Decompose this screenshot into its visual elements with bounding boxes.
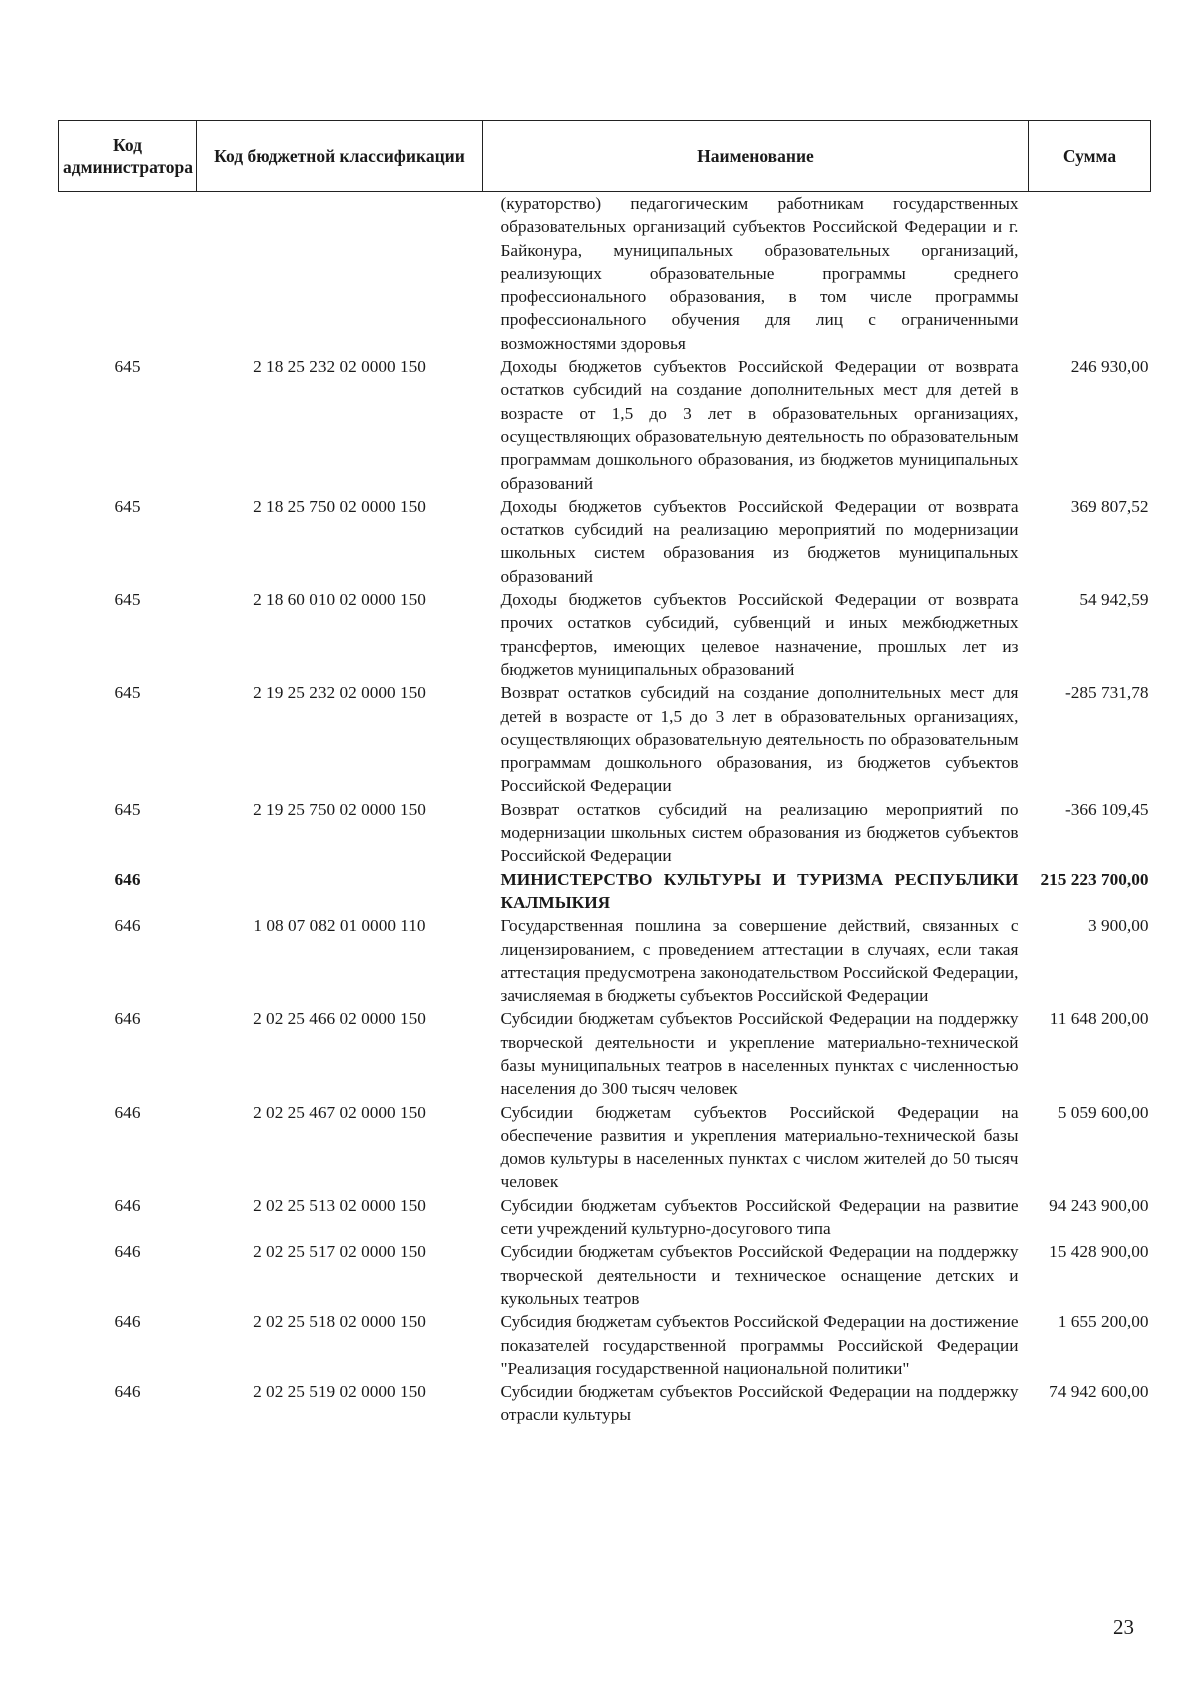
cell-sum: 369 807,52 bbox=[1070, 496, 1149, 516]
cell-name: Субсидии бюджетам субъектов Российской Федерации на развитие сети учреждений культурно-досугового типа bbox=[500, 1195, 1019, 1239]
cell-name: МИНИСТЕРСТВО КУЛЬТУРЫ И ТУРИЗМА РЕСПУБЛИКИ КАЛМЫКИЯ bbox=[500, 869, 1019, 912]
cell-name: Субсидия бюджетам субъектов Российской Федерации на достижение показателей государственной программы Российской Федерации "Реализация государственной национальной политики" bbox=[500, 1312, 1019, 1378]
table-header bbox=[59, 121, 1151, 192]
cell-budget-code: 1 08 07 082 01 0000 110 bbox=[253, 916, 426, 936]
cell-sum: -285 731,78 bbox=[1064, 683, 1149, 703]
cell-admin-code: 646 bbox=[114, 1242, 141, 1262]
cell-name: (кураторство) педагогическим работникам государственных образовательных организаций субъектов Российской Федерации и г. Байконура, муниципальных образовательных организаций, реализующих образовательные программы среднего профессионального образования, в том числе программы профессионального обучения для лиц с ограниченными возможностями здоровья bbox=[500, 194, 1019, 353]
cell-admin-code: 645 bbox=[114, 590, 141, 610]
header-budget-code: Код бюджетной классификации bbox=[197, 121, 483, 192]
cell-sum: -366 109,45 bbox=[1064, 799, 1149, 819]
cell-name: Доходы бюджетов субъектов Российской Федерации от возврата остатков субсидий на создание дополнительных мест для детей в возрасте от 1,5 до 3 лет в образовательных организациях, осуществляющих образовательную деятельность по образовательным программам дошкольного образования, из бюджетов муниципальных образований bbox=[500, 357, 1019, 493]
budget-revenue-table bbox=[58, 120, 1151, 1427]
cell-sum: 3 900,00 bbox=[1088, 916, 1149, 936]
cell-sum: 246 930,00 bbox=[1070, 357, 1149, 377]
table-row bbox=[59, 1007, 1151, 1100]
cell-sum: 74 942 600,00 bbox=[1049, 1382, 1149, 1402]
cell-admin-code: 646 bbox=[114, 1382, 141, 1402]
cell-name: Возврат остатков субсидий на создание дополнительных мест для детей в возрасте от 1,5 до 3 лет в образовательных организациях, осуществляющих образовательную деятельность по образовательным программам дошкольного образования, из бюджетов субъектов Российской Федерации bbox=[500, 683, 1019, 796]
cell-name: Субсидии бюджетам субъектов Российской Федерации на поддержку отрасли культуры bbox=[500, 1382, 1019, 1425]
table-row bbox=[59, 588, 1151, 681]
table-row bbox=[59, 1240, 1151, 1310]
table-row bbox=[59, 1194, 1151, 1241]
cell-sum: 15 428 900,00 bbox=[1049, 1242, 1149, 1262]
table-row bbox=[59, 681, 1151, 797]
cell-budget-code: 2 02 25 466 02 0000 150 bbox=[253, 1009, 426, 1029]
table-row bbox=[59, 914, 1151, 1007]
table-row bbox=[59, 355, 1151, 495]
cell-name: Субсидии бюджетам субъектов Российской Федерации на поддержку творческой деятельности и техническое оснащение детских и кукольных театров bbox=[500, 1242, 1019, 1308]
header-name: Наименование bbox=[483, 121, 1029, 192]
page-number: 23 bbox=[1113, 1615, 1134, 1639]
header-sum: Сумма bbox=[1029, 121, 1151, 192]
table-row bbox=[59, 1380, 1151, 1427]
cell-name: Доходы бюджетов субъектов Российской Федерации от возврата прочих остатков субсидий, субвенций и иных межбюджетных трансфертов, имеющих целевое назначение, прошлых лет из бюджетов муниципальных образований bbox=[500, 590, 1019, 679]
cell-name: Субсидии бюджетам субъектов Российской Федерации на обеспечение развития и укрепления материально-технической базы домов культуры в населенных пунктах с числом жителей до 50 тысяч человек bbox=[500, 1102, 1019, 1192]
cell-sum: 54 942,59 bbox=[1079, 590, 1149, 610]
table-body bbox=[59, 192, 1151, 1427]
cell-budget-code: 2 02 25 518 02 0000 150 bbox=[253, 1312, 426, 1332]
header-admin-code: Код администратора bbox=[59, 121, 197, 192]
cell-admin-code: 646 bbox=[114, 916, 141, 936]
cell-budget-code: 2 19 25 232 02 0000 150 bbox=[253, 683, 426, 703]
table-row bbox=[59, 1310, 1151, 1380]
cell-sum bbox=[1029, 192, 1151, 356]
table-row-ministry bbox=[59, 868, 1151, 915]
cell-sum: 94 243 900,00 bbox=[1049, 1195, 1149, 1215]
cell-budget-code: 2 02 25 517 02 0000 150 bbox=[253, 1242, 426, 1262]
cell-sum: 1 655 200,00 bbox=[1057, 1312, 1149, 1332]
cell-admin-code: 646 bbox=[114, 1009, 141, 1029]
cell-budget-code bbox=[197, 192, 483, 356]
cell-budget-code bbox=[197, 868, 483, 915]
table-row bbox=[59, 798, 1151, 868]
cell-budget-code: 2 19 25 750 02 0000 150 bbox=[253, 799, 426, 819]
cell-budget-code: 2 02 25 513 02 0000 150 bbox=[253, 1195, 426, 1215]
cell-admin-code: 645 bbox=[114, 496, 141, 516]
cell-admin-code bbox=[59, 192, 197, 356]
cell-admin-code: 646 bbox=[114, 1195, 141, 1215]
cell-name: Субсидии бюджетам субъектов Российской Федерации на поддержку творческой деятельности и укрепление материально-технической базы муниципальных театров в населенных пунктах с численностью населения до 300 тысяч человек bbox=[500, 1009, 1019, 1099]
cell-sum: 5 059 600,00 bbox=[1057, 1102, 1149, 1122]
table-row bbox=[59, 1101, 1151, 1194]
cell-budget-code: 2 18 25 750 02 0000 150 bbox=[253, 496, 426, 516]
cell-name: Возврат остатков субсидий на реализацию мероприятий по модернизации школьных систем образования из бюджетов субъектов Российской Федерации bbox=[500, 799, 1019, 866]
cell-name: Доходы бюджетов субъектов Российской Федерации от возврата остатков субсидий на реализацию мероприятий по модернизации школьных систем образования из бюджетов муниципальных образований bbox=[500, 496, 1019, 586]
cell-budget-code: 2 18 25 232 02 0000 150 bbox=[253, 357, 426, 377]
cell-admin-code: 646 bbox=[114, 869, 141, 889]
cell-budget-code: 2 18 60 010 02 0000 150 bbox=[253, 590, 426, 610]
cell-sum: 215 223 700,00 bbox=[1040, 869, 1149, 889]
cell-name: Государственная пошлина за совершение действий, связанных с лицензированием, с проведением аттестации в случаях, если такая аттестация предусмотрена законодательством Российской Федерации, зачисляемая в бюджеты субъектов Российской Федерации bbox=[500, 916, 1019, 1006]
cell-admin-code: 646 bbox=[114, 1102, 141, 1122]
cell-admin-code: 645 bbox=[114, 799, 141, 819]
table-row bbox=[59, 192, 1151, 356]
cell-admin-code: 645 bbox=[114, 683, 141, 703]
cell-sum: 11 648 200,00 bbox=[1049, 1009, 1149, 1029]
cell-budget-code: 2 02 25 467 02 0000 150 bbox=[253, 1102, 426, 1122]
cell-admin-code: 645 bbox=[114, 357, 141, 377]
cell-admin-code: 646 bbox=[114, 1312, 141, 1332]
cell-budget-code: 2 02 25 519 02 0000 150 bbox=[253, 1382, 426, 1402]
table-row bbox=[59, 495, 1151, 588]
